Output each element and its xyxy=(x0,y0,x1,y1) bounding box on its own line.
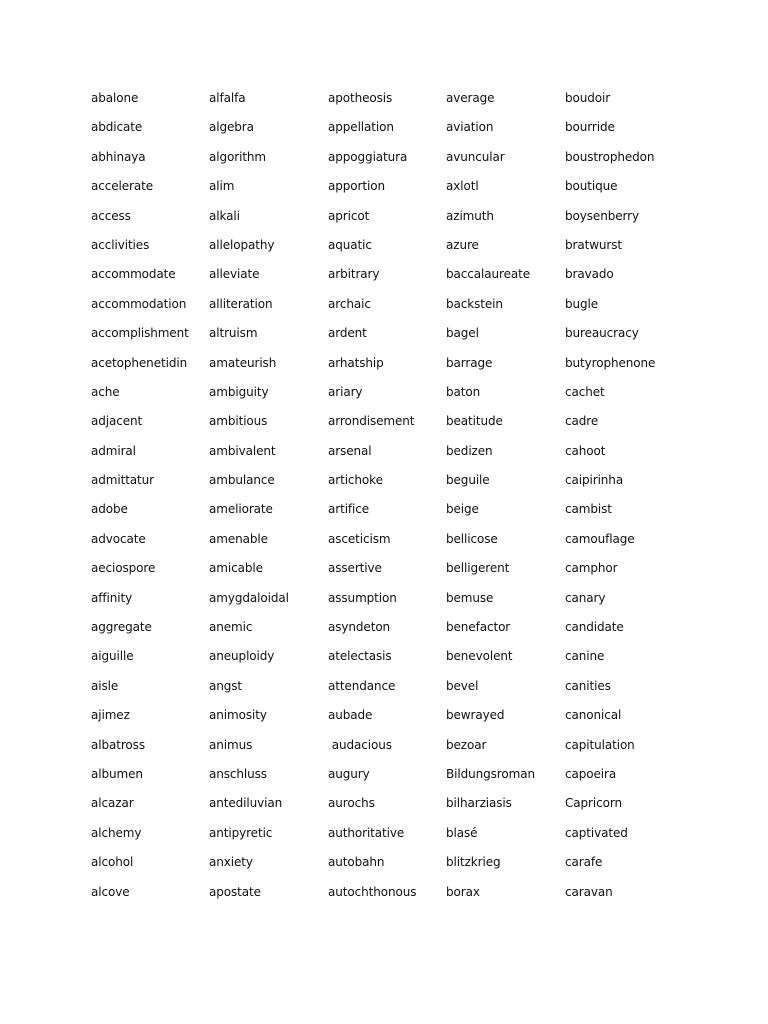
word-entry: angst xyxy=(209,678,243,693)
word-entry: canine xyxy=(565,649,605,664)
word-entry: camouflage xyxy=(565,531,635,546)
word-entry: arhatship xyxy=(328,355,384,370)
word-column-4 xyxy=(446,84,564,907)
word-entry: bellicose xyxy=(446,531,498,546)
word-entry: bratwurst xyxy=(565,237,623,252)
word-entry: cadre xyxy=(565,414,599,429)
word-entry: algebra xyxy=(209,120,254,135)
word-entry: albumen xyxy=(91,766,143,781)
word-entry: algorithm xyxy=(209,149,267,164)
word-entry: aisle xyxy=(91,678,119,693)
word-entry: bravado xyxy=(565,267,614,282)
word-entry: ariary xyxy=(328,384,363,399)
word-entry: bilharziasis xyxy=(446,796,512,811)
word-entry: alleviate xyxy=(209,267,260,282)
word-entry: aubade xyxy=(328,708,373,723)
word-entry: camphor xyxy=(565,561,618,576)
word-entry: azimuth xyxy=(446,208,494,223)
word-entry: candidate xyxy=(565,620,624,635)
word-entry: beatitude xyxy=(446,414,503,429)
word-entry: apotheosis xyxy=(328,91,393,105)
word-entry: alliteration xyxy=(209,296,273,311)
word-entry: anemic xyxy=(209,620,253,635)
word-entry: bezoar xyxy=(446,737,487,752)
word-entry: bedizen xyxy=(446,443,493,458)
word-entry: altruism xyxy=(209,326,258,341)
word-entry: cambist xyxy=(565,502,612,517)
word-entry: apricot xyxy=(328,208,370,223)
word-entry: antipyretic xyxy=(209,825,273,840)
word-entry: amicable xyxy=(209,561,263,576)
word-entry: boudoir xyxy=(565,91,611,105)
word-entry: bewrayed xyxy=(446,708,505,723)
word-entry: beguile xyxy=(446,473,490,488)
word-entry: beige xyxy=(446,502,479,517)
word-entry: Bildungsroman xyxy=(446,766,535,781)
word-entry: barrage xyxy=(446,355,493,370)
word-entry: albatross xyxy=(91,737,145,752)
word-column-5 xyxy=(565,84,683,907)
word-entry: bugle xyxy=(565,296,599,311)
word-entry: ameliorate xyxy=(209,502,273,517)
word-entry: belligerent xyxy=(446,561,510,576)
word-entry: aeciospore xyxy=(91,561,156,576)
word-entry: aneuploidy xyxy=(209,649,275,664)
word-entry: canary xyxy=(565,590,606,605)
word-entry: artifice xyxy=(328,502,370,517)
word-entry: capoeira xyxy=(565,766,617,781)
word-entry: butyrophenone xyxy=(565,355,656,370)
word-entry: ajimez xyxy=(91,708,130,723)
word-entry: alkali xyxy=(209,208,240,223)
word-entry: carafe xyxy=(565,855,603,870)
word-entry: borax xyxy=(446,884,480,899)
word-entry: animosity xyxy=(209,708,267,723)
word-column-2 xyxy=(209,84,327,907)
word-entry: ambulance xyxy=(209,473,275,488)
word-entry: baton xyxy=(446,384,481,399)
word-entry: archaic xyxy=(328,296,371,311)
word-entry: acetophenetidin xyxy=(91,355,188,370)
word-entry: anschluss xyxy=(209,766,267,781)
word-entry: appellation xyxy=(328,120,394,135)
word-entry: ambitious xyxy=(209,414,268,429)
word-entry: aviation xyxy=(446,120,494,135)
word-entry: avuncular xyxy=(446,149,505,164)
word-entry: augury xyxy=(328,766,370,781)
word-entry: caipirinha xyxy=(565,473,624,488)
word-entry: accommodation xyxy=(91,296,187,311)
word-entry: boysenberry xyxy=(565,208,639,223)
word-entry: bemuse xyxy=(446,590,494,605)
word-entry: assertive xyxy=(328,561,382,576)
word-entry: apportion xyxy=(328,179,385,194)
word-entry: amygdaloidal xyxy=(209,590,289,605)
word-entry: accomplishment xyxy=(91,326,189,341)
word-column-3 xyxy=(328,84,446,907)
word-entry: animus xyxy=(209,737,253,752)
word-entry: canonical xyxy=(565,708,622,723)
word-entry: assumption xyxy=(328,590,397,605)
word-entry: bagel xyxy=(446,326,479,341)
word-entry: canities xyxy=(565,678,611,693)
word-entry: adjacent xyxy=(91,414,143,429)
word-entry: blasé xyxy=(446,825,478,840)
word-entry: benevolent xyxy=(446,649,513,664)
word-entry: access xyxy=(91,208,131,223)
word-entry: benefactor xyxy=(446,620,511,635)
word-entry: accommodate xyxy=(91,267,176,282)
word-entry: bevel xyxy=(446,678,479,693)
word-entry: capitulation xyxy=(565,737,635,752)
word-entry: atelectasis xyxy=(328,649,392,664)
word-entry: autochthonous xyxy=(328,884,417,899)
word-entry: azure xyxy=(446,237,479,252)
word-entry: authoritative xyxy=(328,825,405,840)
word-entry: admiral xyxy=(91,443,136,458)
word-entry: boutique xyxy=(565,179,618,194)
word-entry: affinity xyxy=(91,590,133,605)
word-entry: arsenal xyxy=(328,443,372,458)
word-entry: asyndeton xyxy=(328,620,391,635)
word-entry: attendance xyxy=(328,678,396,693)
word-entry: average xyxy=(446,91,495,105)
word-entry: caravan xyxy=(565,884,613,899)
word-entry: amenable xyxy=(209,531,268,546)
word-entry: baccalaureate xyxy=(446,267,531,282)
word-entry: aiguille xyxy=(91,649,134,664)
word-column-1 xyxy=(91,84,209,907)
word-entry: alfalfa xyxy=(209,91,246,105)
word-entry: anxiety xyxy=(209,855,253,870)
word-entry: bourride xyxy=(565,120,615,135)
word-entry: captivated xyxy=(565,825,628,840)
word-entry: admittatur xyxy=(91,473,155,488)
word-entry: abhinaya xyxy=(91,149,146,164)
word-entry: allelopathy xyxy=(209,237,275,252)
word-entry: bureaucracy xyxy=(565,326,639,341)
word-entry: apostate xyxy=(209,884,261,899)
word-entry: alim xyxy=(209,179,235,194)
word-entry: appoggiatura xyxy=(328,149,408,164)
word-entry: cahoot xyxy=(565,443,606,458)
word-entry: artichoke xyxy=(328,473,383,488)
word-entry: autobahn xyxy=(328,855,385,870)
word-entry: acclivities xyxy=(91,237,150,252)
word-entry: audacious xyxy=(328,737,392,752)
word-entry: ambivalent xyxy=(209,443,276,458)
word-entry: abalone xyxy=(91,91,139,105)
word-entry: aurochs xyxy=(328,796,375,811)
word-entry: blitzkrieg xyxy=(446,855,501,870)
word-entry: alcove xyxy=(91,884,130,899)
word-entry: axlotl xyxy=(446,179,479,194)
word-entry: Capricorn xyxy=(565,796,622,811)
word-entry: antediluvian xyxy=(209,796,283,811)
word-entry: alcazar xyxy=(91,796,134,811)
word-entry: alchemy xyxy=(91,825,142,840)
word-entry: ardent xyxy=(328,326,367,341)
word-entry: aquatic xyxy=(328,237,372,252)
word-entry: abdicate xyxy=(91,120,143,135)
word-entry: accelerate xyxy=(91,179,154,194)
word-entry: advocate xyxy=(91,531,146,546)
word-entry: asceticism xyxy=(328,531,391,546)
word-entry: arbitrary xyxy=(328,267,380,282)
word-entry: backstein xyxy=(446,296,503,311)
word-entry: cachet xyxy=(565,384,605,399)
word-entry: arrondisement xyxy=(328,414,415,429)
word-entry: adobe xyxy=(91,502,128,517)
word-entry: ambiguity xyxy=(209,384,269,399)
word-entry: boustrophedon xyxy=(565,149,655,164)
word-entry: ache xyxy=(91,384,120,399)
word-entry: amateurish xyxy=(209,355,277,370)
word-entry: alcohol xyxy=(91,855,134,870)
word-entry: aggregate xyxy=(91,620,152,635)
